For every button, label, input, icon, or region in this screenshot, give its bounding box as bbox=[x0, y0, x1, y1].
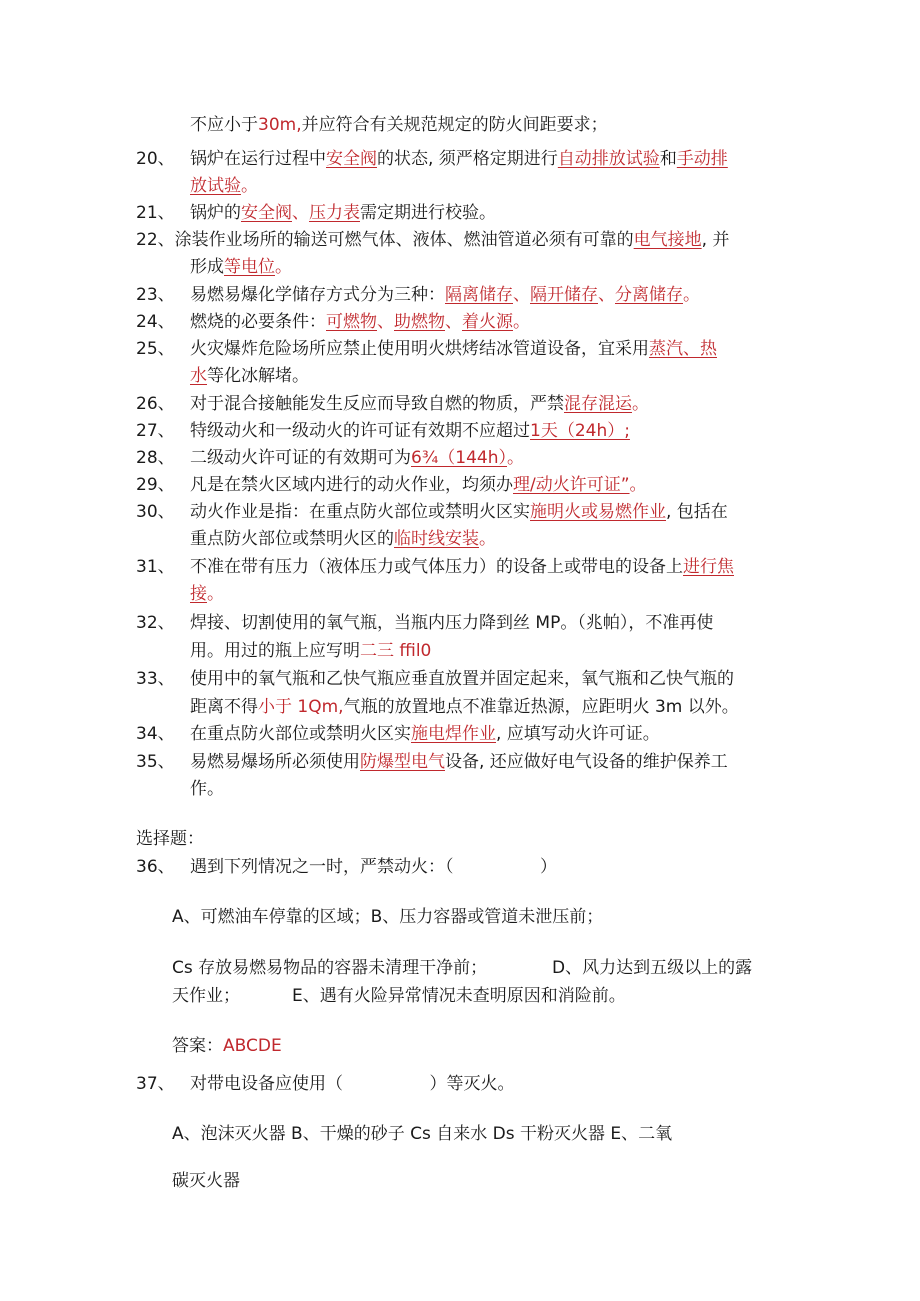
item-32-line-1 bbox=[0, 612, 920, 636]
text: , 应填写动火许可证。 bbox=[496, 724, 660, 744]
punctuation: 。 bbox=[241, 176, 258, 196]
punctuation: 、 bbox=[513, 285, 530, 305]
punctuation: 、 bbox=[292, 203, 309, 223]
text: 使用中的氧气瓶和乙快气瓶应垂直放置并固定起来，氧气瓶和乙快气瓶的 bbox=[190, 669, 734, 689]
item-number: 26、 bbox=[136, 394, 175, 414]
text: 二级动火许可证的有效期可为 bbox=[190, 448, 411, 468]
answer-blank: 进行焦 bbox=[683, 557, 734, 577]
item-19-continuation bbox=[190, 114, 608, 138]
text: 作。 bbox=[190, 779, 224, 799]
item-number: 24、 bbox=[136, 312, 175, 332]
question-text: 对带电设备应使用（ ）等灭火。 bbox=[190, 1074, 515, 1094]
text: 对于混合接触能发生反应而导致自燃的物质，严禁 bbox=[190, 394, 564, 414]
answer-blank: 助燃物 bbox=[394, 312, 445, 332]
answer-blank: 安全阀 bbox=[326, 149, 377, 169]
text: 和 bbox=[659, 149, 677, 169]
text: , 并 bbox=[701, 230, 730, 250]
text: 火灾爆炸危险场所应禁止使用明火烘烤结冰管道设备，宜采用 bbox=[190, 339, 649, 359]
item-35-line-2 bbox=[190, 778, 224, 802]
answer-blank: 理/动火许可证” bbox=[513, 475, 630, 495]
text: 并应符合有关规范规定的防火间距要求； bbox=[301, 115, 608, 135]
item-31-line-1 bbox=[0, 556, 920, 580]
answer-blank: 水 bbox=[190, 366, 207, 386]
item-33-line-2 bbox=[190, 696, 739, 720]
item-36-option-line-2 bbox=[0, 957, 920, 981]
answer-blank: 着火源 bbox=[462, 312, 513, 332]
answer-blank: 可燃物 bbox=[326, 312, 377, 332]
item-37-option-line-1: A、泡沫灭火器 B、干燥的砂子 Cs 自来水 Ds 干粉灭火器 E、二氧 bbox=[172, 1124, 673, 1144]
text: 易燃易爆化学储存方式分为三种： bbox=[190, 285, 445, 305]
answer-blank: 分离储存 bbox=[615, 285, 683, 305]
item-31-line-2 bbox=[190, 583, 224, 607]
punctuation: 。 bbox=[629, 475, 647, 495]
item-30-line-1 bbox=[0, 501, 920, 525]
text: 重点防火部位或禁明火区的 bbox=[190, 529, 394, 549]
text: 形成 bbox=[190, 257, 224, 277]
item-33-line-1 bbox=[0, 668, 920, 692]
item-22-line-2 bbox=[190, 256, 292, 280]
item-37-question bbox=[0, 1073, 920, 1097]
answer-blank: 隔离储存 bbox=[445, 285, 513, 305]
item-27 bbox=[0, 420, 920, 444]
item-number: 31、 bbox=[136, 557, 175, 577]
answer-blank: 压力表 bbox=[309, 203, 360, 223]
item-number: 37、 bbox=[136, 1074, 175, 1094]
item-29 bbox=[0, 474, 920, 498]
item-28 bbox=[0, 447, 920, 471]
text: 凡是在禁火区域内进行的动火作业，均须办 bbox=[190, 475, 513, 495]
item-number: 35、 bbox=[136, 752, 175, 772]
item-25-line-2 bbox=[190, 365, 309, 389]
option-e: E、遇有火险异常情况未查明原因和消险前。 bbox=[292, 986, 626, 1006]
option-d: D、风力达到五级以上的露 bbox=[552, 958, 753, 978]
text: 锅炉的 bbox=[190, 203, 241, 223]
highlight-value: 30m, bbox=[258, 115, 302, 135]
item-36-option-line-3 bbox=[0, 985, 920, 1009]
answer-blank: 1天（24h）; bbox=[530, 421, 630, 441]
text: 易燃易爆场所必须使用 bbox=[190, 752, 360, 772]
item-25-line-1 bbox=[0, 338, 920, 362]
item-number: 28、 bbox=[136, 448, 175, 468]
item-23 bbox=[0, 284, 920, 308]
punctuation: 。 bbox=[275, 257, 292, 277]
punctuation: 、 bbox=[598, 285, 615, 305]
item-number: 30、 bbox=[136, 502, 175, 522]
item-number: 25、 bbox=[136, 339, 175, 359]
item-number: 27、 bbox=[136, 421, 175, 441]
item-37-option-line-2: 碳灭火器 bbox=[172, 1171, 240, 1191]
item-36-question bbox=[0, 856, 920, 880]
answer-blank: 电气接地 bbox=[633, 230, 702, 250]
text: 需定期进行校验。 bbox=[360, 203, 496, 223]
text: 特级动火和一级动火的许可证有效期不应超过 bbox=[190, 421, 530, 441]
item-number: 33、 bbox=[136, 669, 175, 689]
text: 22、涂装作业场所的输送可燃气体、液体、燃油管道必须有可靠的 bbox=[136, 230, 634, 250]
answer-blank: 施明火或易燃作业 bbox=[530, 502, 666, 522]
text: 不准在带有压力（液体压力或气体压力）的设备上或带电的设备上 bbox=[190, 557, 683, 577]
answer-blank: 手动排 bbox=[676, 149, 728, 169]
answer-blank: 防爆型电气 bbox=[360, 752, 445, 772]
answer-blank: 蒸汽、热 bbox=[649, 339, 717, 359]
text: 燃烧的必要条件： bbox=[190, 312, 326, 332]
answer-blank: 混存混运 bbox=[564, 394, 632, 414]
item-35-line-1 bbox=[0, 751, 920, 775]
item-number: 20、 bbox=[136, 149, 175, 169]
answer-blank: 安全阀 bbox=[241, 203, 292, 223]
item-number: 21、 bbox=[136, 203, 175, 223]
item-36-answer bbox=[172, 1035, 282, 1059]
item-26 bbox=[0, 393, 920, 417]
answer-blank: 小于 1Qm, bbox=[258, 697, 344, 717]
item-32-line-2 bbox=[190, 640, 431, 664]
text: 不应小于 bbox=[190, 115, 258, 135]
punctuation: 、 bbox=[377, 312, 394, 332]
text: 的状态, 须严格定期进行 bbox=[377, 149, 558, 169]
item-30-line-2 bbox=[190, 528, 496, 552]
punctuation: 、 bbox=[445, 312, 462, 332]
item-20-line-2 bbox=[190, 175, 258, 199]
option-c: Cs 存放易燃易物品的容器未清理干净前； bbox=[172, 958, 488, 978]
answer-blank: 二三 ffil0 bbox=[360, 641, 432, 661]
text: 用。用过的瓶上应写明 bbox=[190, 641, 360, 661]
punctuation: 。 bbox=[513, 312, 530, 332]
question-text: 遇到下列情况之一时，严禁动火：（ ） bbox=[190, 857, 557, 877]
punctuation: 。 bbox=[632, 394, 649, 414]
answer-blank: 临时线安装 bbox=[394, 529, 479, 549]
text: 在重点防火部位或禁明火区实 bbox=[190, 724, 411, 744]
answer-label: 答案： bbox=[172, 1036, 223, 1056]
text: 焊接、切割使用的氧气瓶，当瓶内压力降到丝 MP。（兆帕），不准再使 bbox=[190, 613, 714, 633]
item-number: 34、 bbox=[136, 724, 175, 744]
answer-blank: 施电焊作业 bbox=[411, 724, 496, 744]
answer-blank: 放试验 bbox=[190, 176, 241, 196]
item-34 bbox=[0, 723, 920, 747]
text: 气瓶的放置地点不准靠近热源，应距明火 3m 以外。 bbox=[343, 697, 739, 717]
text: 锅炉在运行过程中 bbox=[190, 149, 326, 169]
text: , 包括在 bbox=[666, 502, 728, 522]
punctuation: 。 bbox=[507, 448, 525, 468]
text: 距离不得 bbox=[190, 697, 258, 717]
item-number: 29、 bbox=[136, 475, 175, 495]
item-36-option-line-1: A、可燃油车停靠的区域；B、压力容器或管道未泄压前； bbox=[172, 907, 604, 927]
item-24 bbox=[0, 311, 920, 335]
item-20-line-1 bbox=[0, 148, 920, 172]
punctuation: 。 bbox=[479, 529, 496, 549]
option-d-continued: 天作业； bbox=[172, 986, 240, 1006]
item-number: 36、 bbox=[136, 857, 175, 877]
punctuation: 。 bbox=[207, 584, 224, 604]
answer-value: ABCDE bbox=[223, 1036, 282, 1056]
text: 等化冰解堵。 bbox=[207, 366, 309, 386]
answer-blank: 等电位 bbox=[224, 257, 275, 277]
answer-blank: 自动排放试验 bbox=[557, 149, 660, 169]
section-heading-choice: 选择题： bbox=[136, 829, 204, 849]
punctuation: 。 bbox=[683, 285, 700, 305]
item-22-line-1 bbox=[136, 229, 729, 253]
answer-blank: 隔开储存 bbox=[530, 285, 598, 305]
answer-blank: 接 bbox=[190, 584, 207, 604]
text: 设备, 还应做好电气设备的维护保养工 bbox=[445, 752, 728, 772]
item-21 bbox=[0, 202, 920, 226]
answer-blank: 6¾（144h） bbox=[411, 448, 508, 468]
item-number: 32、 bbox=[136, 613, 175, 633]
text: 动火作业是指：在重点防火部位或禁明火区实 bbox=[190, 502, 530, 522]
item-number: 23、 bbox=[136, 285, 175, 305]
